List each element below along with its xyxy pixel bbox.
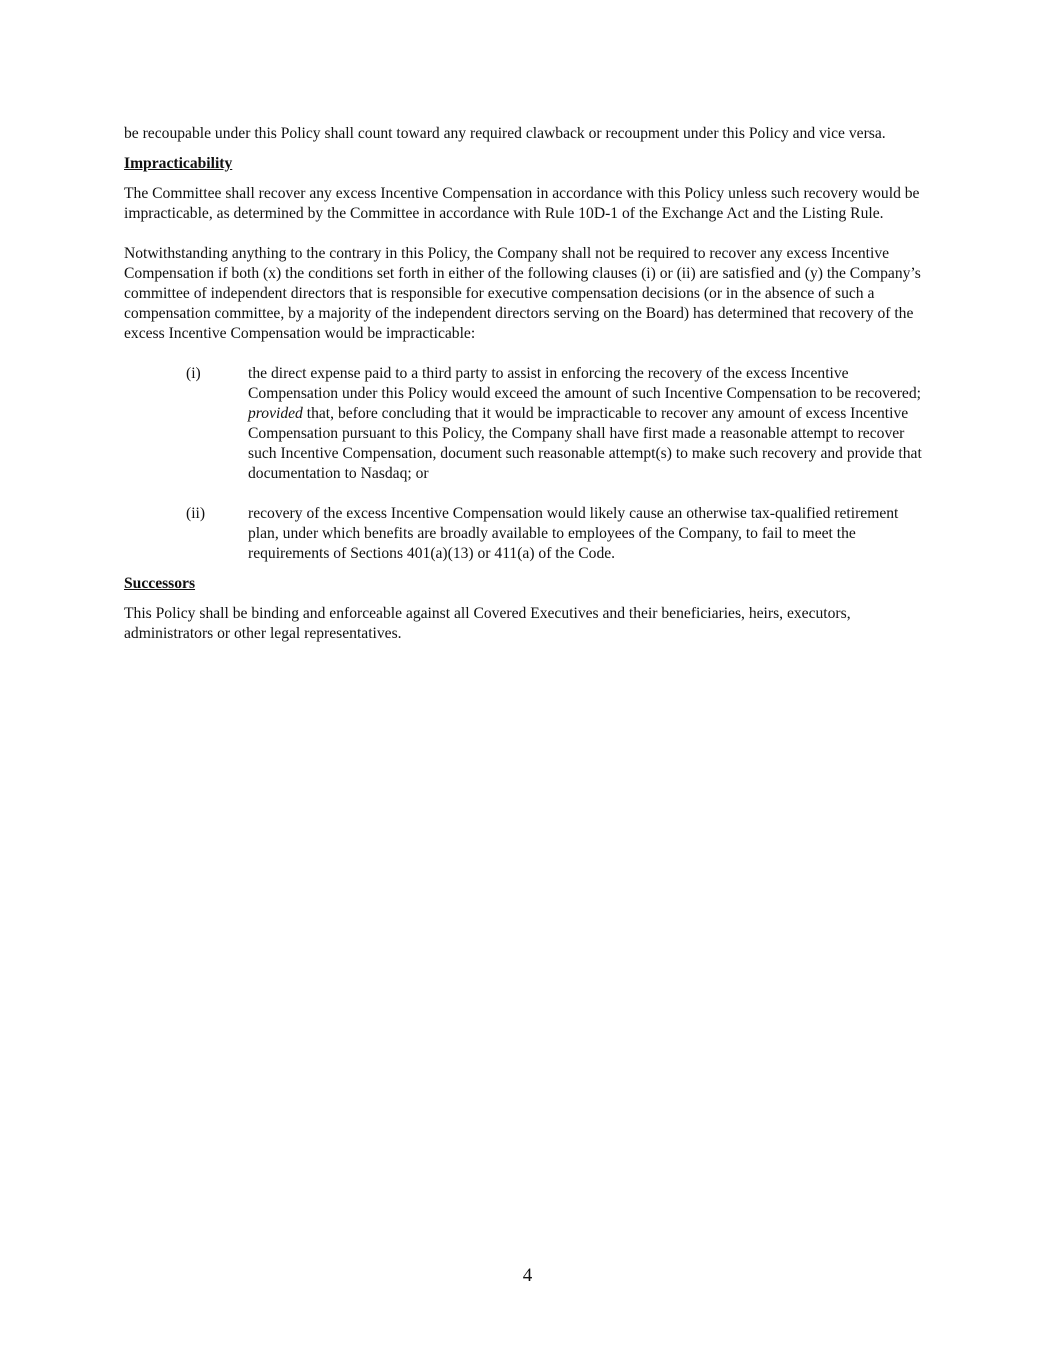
heading-successors: Successors	[124, 575, 196, 592]
clause-text	[248, 364, 930, 484]
impracticability-paragraph-2: Notwithstanding anything to the contrary in this Policy, the Company shall not be required to recover any excess Incentive Compensation if both (x) the conditions set forth in either of the following clauses (i) or (ii) are satisfied and (y) the Company’s committee of independent directors that is responsible for executive compensation decisions (or in the absence of such a compensation committee, by a majority of the independent directors serving on the Board) has determined that recovery of the excess Incentive Compensation would be impracticable:	[124, 245, 921, 342]
clause-text-italic: provided	[248, 405, 303, 422]
clause-text-before: the direct expense paid to a third party to assist in enforcing the recovery of the excess Incentive Compensation under this Policy would exceed the amount of such Incentive Compensation to be recovered;	[248, 365, 921, 402]
clause-label: (ii)	[186, 505, 206, 522]
clause-label: (i)	[186, 365, 201, 382]
continuation-paragraph: be recoupable under this Policy shall count toward any required clawback or recoupment under this Policy and vice versa.	[124, 125, 886, 142]
clause-i	[186, 364, 930, 484]
impracticability-paragraph-1: The Committee shall recover any excess Incentive Compensation in accordance with this Policy unless such recovery would be impracticable, as determined by the Committee in accordance with Rule 10D-1 of the Exchange Act and the Listing Rule.	[124, 185, 920, 222]
page-number: 4	[522, 1265, 533, 1286]
heading-impracticability: Impracticability	[124, 155, 233, 172]
clause-list	[124, 364, 930, 564]
document-page	[124, 124, 930, 664]
clause-text: recovery of the excess Incentive Compensation would likely cause an otherwise tax-qualified retirement plan, under which benefits are broadly available to employees of the Company, to fail to meet the requirements of Sections 401(a)(13) or 411(a) of the Code.	[248, 505, 899, 562]
clause-text-after: that, before concluding that it would be impracticable to recover any amount of excess Incentive Compensation pursuant to this Policy, the Company shall have first made a reasonable attempt to recover such Incentive Compensation, document such reasonable attempt(s) to make such recovery and provide that documentation to Nasdaq; or	[248, 405, 922, 482]
successors-paragraph: This Policy shall be binding and enforceable against all Covered Executives and their beneficiaries, heirs, executors, administrators or other legal representatives.	[124, 605, 851, 642]
clause-ii	[186, 504, 930, 564]
